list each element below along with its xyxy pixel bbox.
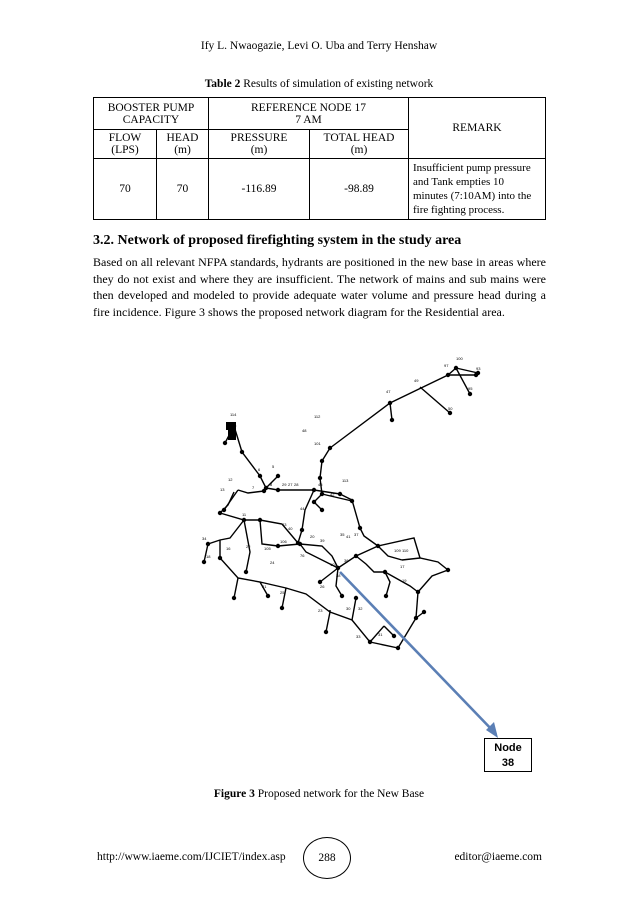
node-label: 30 <box>346 606 351 611</box>
node-label: 6 <box>258 467 261 472</box>
reference-header-cell <box>209 98 409 130</box>
callout-arrow <box>340 572 498 738</box>
node-label: 29 <box>282 482 287 487</box>
flow-value: 70 <box>94 159 157 220</box>
node-label: 11 <box>242 512 247 517</box>
footer-email[interactable]: editor@iaeme.com <box>454 851 542 863</box>
node-label: 43 <box>282 522 287 527</box>
node-label: 34 <box>202 536 207 541</box>
node-label: 22 <box>246 544 251 549</box>
table-caption-text: Results of simulation of existing network <box>243 78 434 90</box>
node-label: 101 <box>314 441 321 446</box>
node-label: 13 <box>220 487 225 492</box>
node-label: 112 <box>314 414 321 419</box>
node-label: 17 <box>400 564 405 569</box>
node-label: 110 <box>402 548 409 553</box>
figure-caption-label: Figure 3 <box>213 788 255 800</box>
node-label: 95 <box>468 386 473 391</box>
node-label: 42 <box>330 492 335 497</box>
network-diagram <box>180 350 550 780</box>
pipe-network <box>204 368 478 648</box>
pressure-unit: (m) <box>250 144 268 156</box>
node-label: 106 <box>280 539 287 544</box>
simulation-results-table <box>93 97 546 220</box>
node-label: 7 <box>252 485 255 490</box>
flow-unit: (LPS) <box>111 144 139 156</box>
node-label: 114 <box>230 412 237 417</box>
head-value: 70 <box>157 159 209 220</box>
callout-line-1: Node <box>494 742 522 754</box>
node-label: 24 <box>270 560 275 565</box>
running-header: Ify L. Nwaogazie, Levi O. Uba and Terry Henshaw <box>200 40 438 52</box>
total-head-value: -98.89 <box>310 159 409 220</box>
reference-header: REFERENCE NODE 17 <box>251 101 366 114</box>
node-label: 5 <box>272 464 275 469</box>
node-label: 45 <box>318 482 323 487</box>
node-label: 32 <box>358 606 363 611</box>
node-label: 35 <box>340 532 345 537</box>
node-label: 39 <box>320 538 325 543</box>
node-label: 49 <box>414 378 419 383</box>
node-label: 37 <box>354 532 359 537</box>
total-head-header-cell <box>310 130 409 159</box>
node-label: 105 <box>264 546 271 551</box>
pressure-header: PRESSURE <box>230 132 288 144</box>
node-label: 76 <box>300 553 305 558</box>
node-label: 38 <box>336 573 341 578</box>
callout-line-2: 38 <box>501 757 515 769</box>
head-unit: (m) <box>174 144 191 156</box>
booster-header-cell <box>94 98 209 130</box>
node-38-callout <box>484 738 532 772</box>
pressure-header-cell <box>209 130 310 159</box>
node-label: 36 <box>344 558 349 563</box>
figure-caption <box>0 788 638 800</box>
node-label: 107 <box>330 562 337 567</box>
node-label: 23 <box>318 608 323 613</box>
table-caption-label: Table 2 <box>204 78 241 90</box>
page-number: 288 <box>303 837 351 879</box>
node-label: 21 <box>262 584 267 589</box>
node-label: 109 <box>394 548 401 553</box>
section-title: 3.2. Network of proposed firefighting system in the study area <box>93 233 462 248</box>
reference-time: 7 AM <box>295 113 322 126</box>
flow-header-cell <box>94 130 157 159</box>
node-label: 28 <box>294 482 299 487</box>
node-label: 97 <box>444 363 449 368</box>
total-head-unit: (m) <box>350 144 368 156</box>
pressure-value: -116.89 <box>209 159 310 220</box>
node-label: 33 <box>356 634 361 639</box>
node-label: 20 <box>310 534 315 539</box>
node-label: 27 <box>288 482 293 487</box>
node-label: 48 <box>302 428 307 433</box>
node-label: 26 <box>320 584 325 589</box>
head-header-cell <box>157 130 209 159</box>
node-label: 18 <box>206 554 211 559</box>
node-label: 31 <box>378 632 383 637</box>
total-head-header: TOTAL HEAD <box>323 132 395 144</box>
node-label: 8 <box>270 482 273 487</box>
footer-url[interactable]: http://www.iaeme.com/IJCIET/index.asp <box>97 851 286 863</box>
node-label: 19 <box>402 578 407 583</box>
table-caption <box>0 78 638 90</box>
body-paragraph: Based on all relevant NFPA standards, hydrants are positioned in the new base in areas where they do not exist and where they are insufficient. The network of mains and sub mains were then developed and modeled to provide adequate water volume and pressure head during a fire incidence. Figure 3 shows the proposed network diagram for the Residential area. <box>93 255 546 319</box>
head-header: HEAD <box>166 132 199 144</box>
flow-header: FLOW <box>108 132 142 144</box>
node-label: 16 <box>226 546 231 551</box>
node-label: 40 <box>288 526 293 531</box>
node-label: 93 <box>476 366 481 371</box>
node-label: 41 <box>346 534 351 539</box>
hydrant-nodes <box>202 366 480 650</box>
figure-caption-text: Proposed network for the New Base <box>257 788 425 800</box>
node-label: 50 <box>448 406 453 411</box>
node-label: 47 <box>386 389 391 394</box>
node-label: 44 <box>300 506 305 511</box>
node-label: 113 <box>342 478 349 483</box>
remark-header: REMARK <box>409 98 546 159</box>
booster-header: BOOSTER PUMP CAPACITY <box>107 101 195 126</box>
node-label: 12 <box>228 477 233 482</box>
remark-value: Insufficient pump pressure and Tank empties 10 minutes (7:10AM) into the fire fighting process. <box>409 159 546 220</box>
node-label: 100 <box>456 356 463 361</box>
node-label: 25 <box>280 590 285 595</box>
